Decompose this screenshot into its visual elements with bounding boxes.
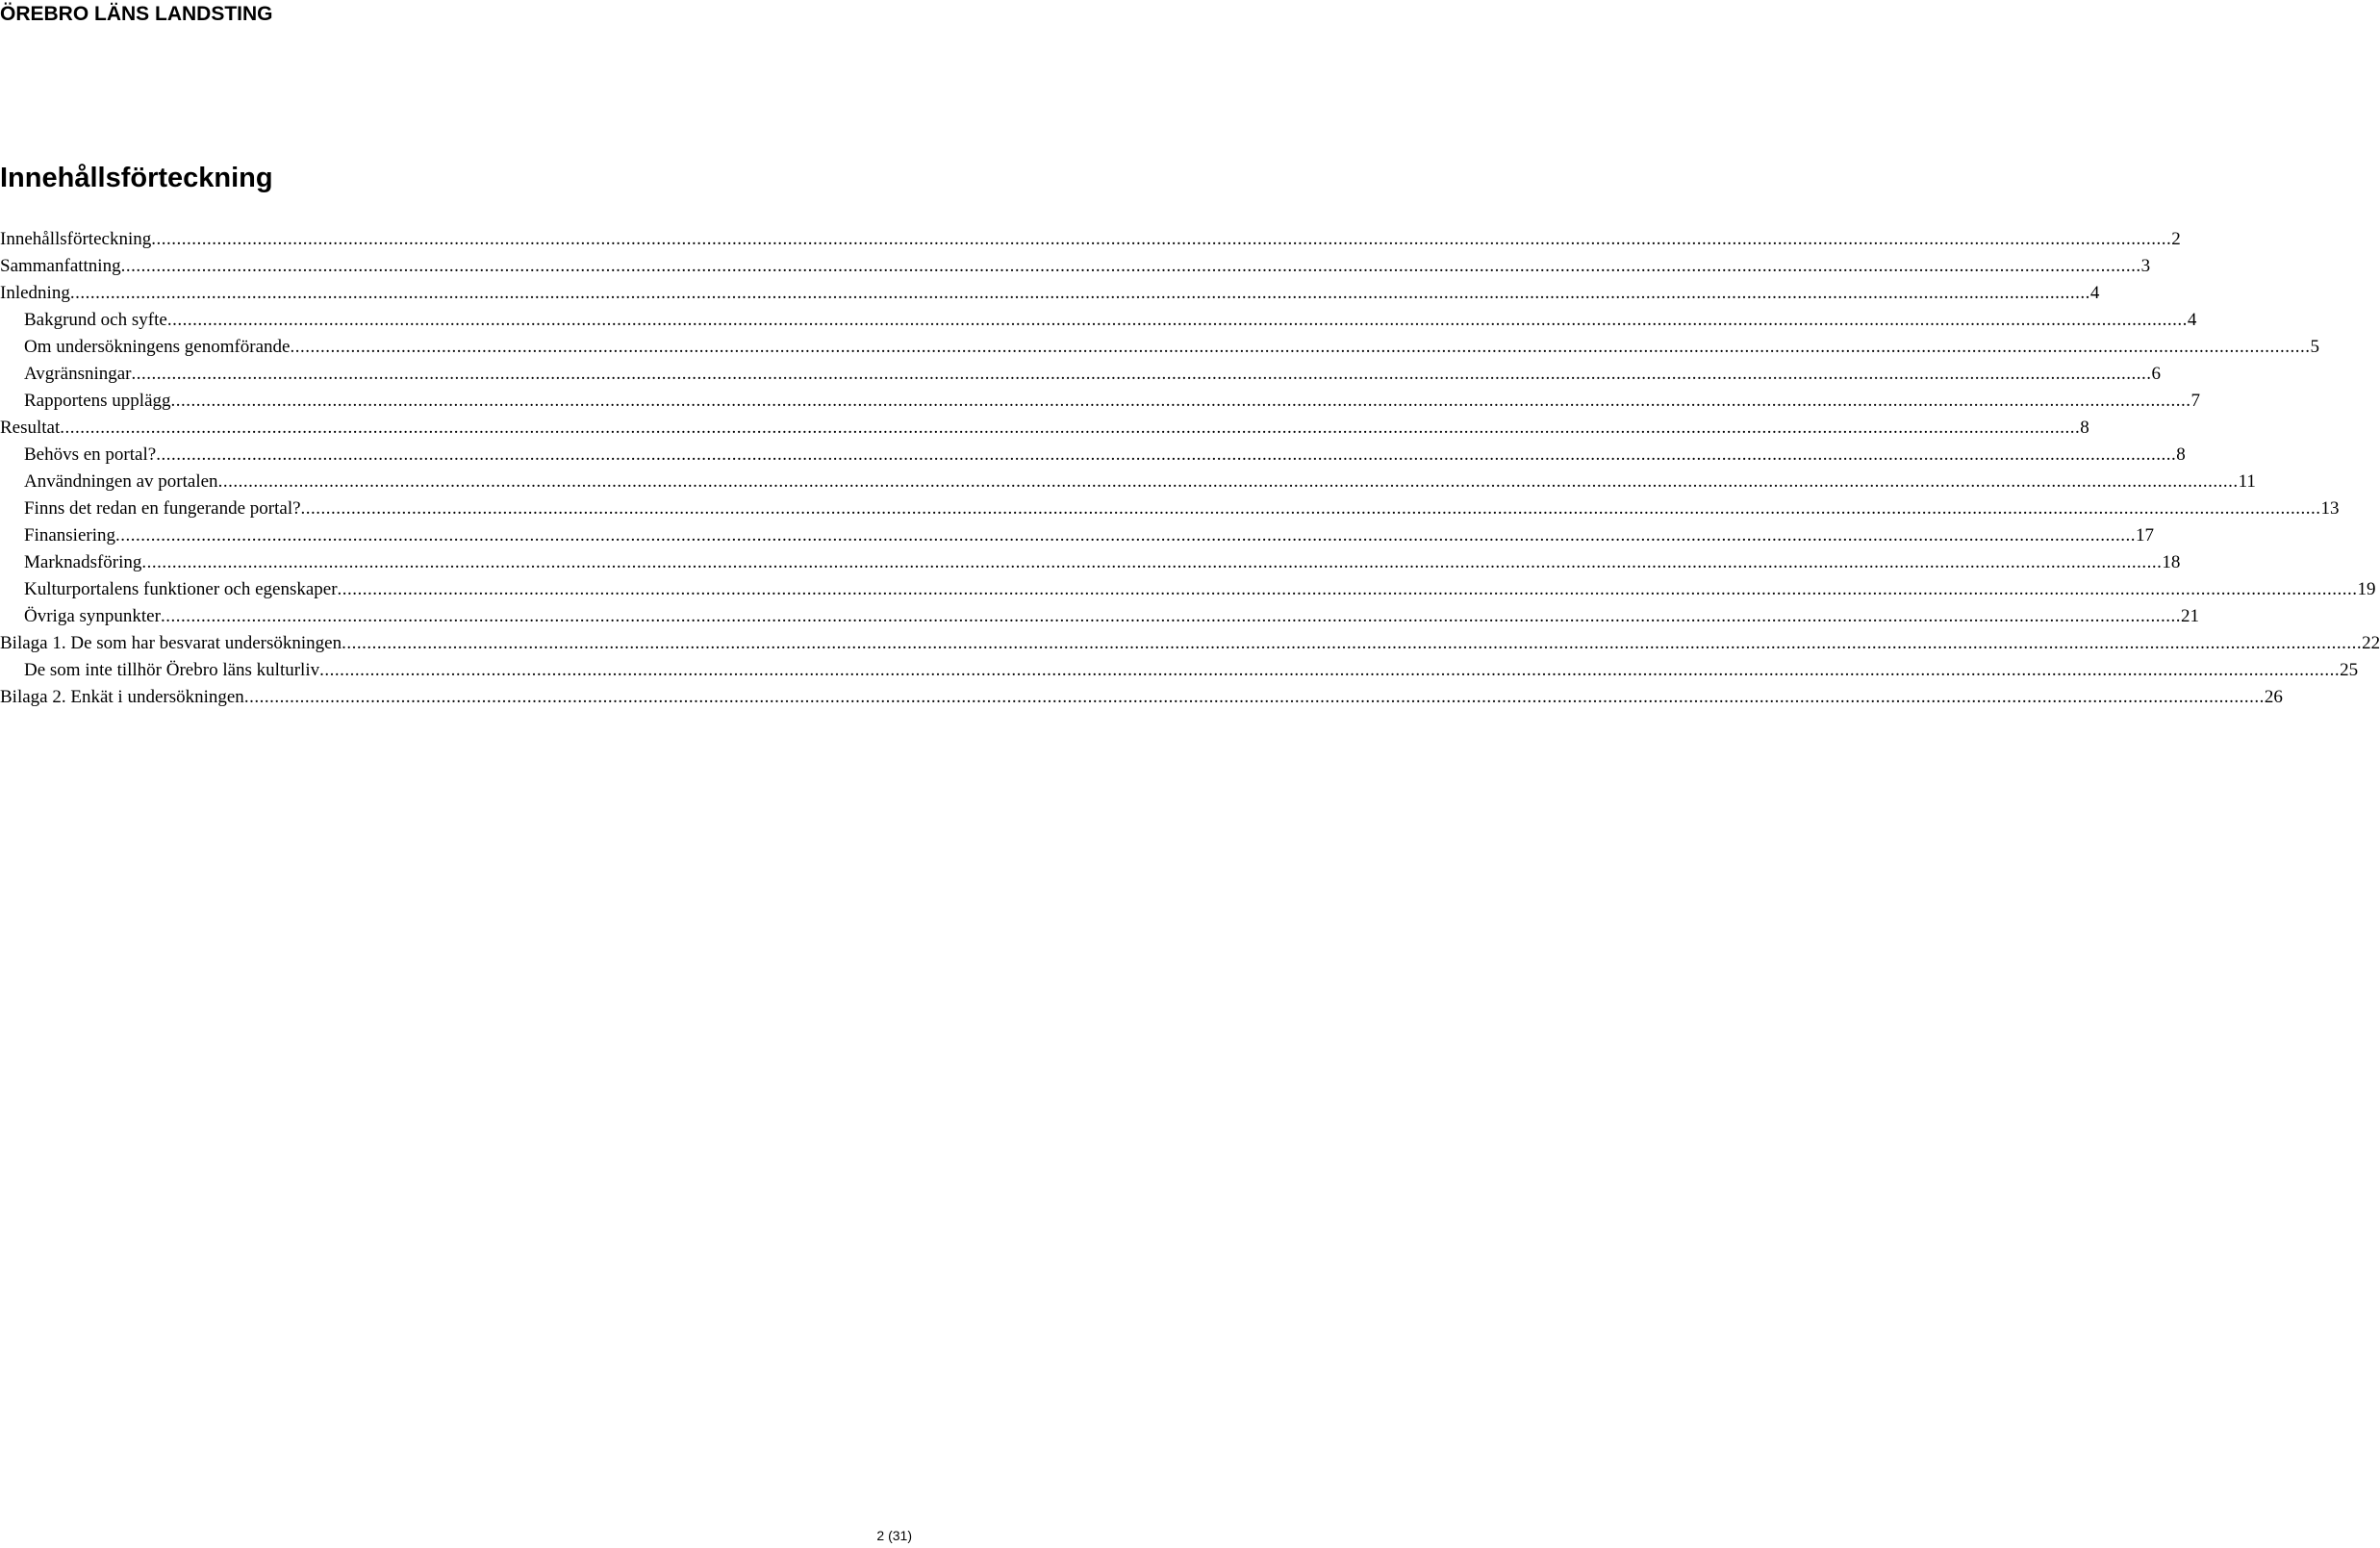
dot-leader: ................................................................................................................................................................................................................................................................................................................................................................................................................ [300, 498, 2321, 519]
toc-entry-title: Användningen av portalen [24, 471, 218, 492]
toc-entry-page-number: 6 [2151, 364, 2162, 384]
toc-entry-title: Marknadsföring [24, 552, 142, 572]
toc-entry[interactable] [0, 657, 2359, 684]
toc-entry-title: Sammanfattning [0, 256, 121, 276]
dot-leader: ................................................................................................................................................................................................................................................................................................................................................................................................................ [60, 418, 2081, 438]
toc-entry[interactable] [0, 576, 2376, 603]
toc-entry-title: Behövs en portal? [24, 444, 157, 465]
toc-entry-page-number: 21 [2180, 606, 2199, 626]
dot-leader: ................................................................................................................................................................................................................................................................................................................................................................................................................ [151, 229, 2172, 249]
toc-entry-page-number: 11 [2238, 471, 2256, 492]
toc-entry[interactable] [0, 388, 2201, 415]
toc-entry[interactable] [0, 361, 2162, 388]
toc-entry-page-number: 3 [2140, 256, 2151, 276]
toc-entry-page-number: 7 [2190, 391, 2201, 411]
toc-entry-title: De som inte tillhör Örebro läns kulturliv [24, 660, 320, 680]
table-of-contents [0, 226, 2380, 711]
toc-entry[interactable] [0, 469, 2256, 495]
toc-entry-page-number: 8 [2176, 444, 2186, 465]
toc-entry[interactable] [0, 415, 2089, 442]
toc-entry-page-number: 25 [2340, 660, 2359, 680]
toc-entry-page-number: 26 [2264, 687, 2283, 707]
toc-entry-title: Finns det redan en fungerande portal? [24, 498, 301, 519]
dot-leader: ................................................................................................................................................................................................................................................................................................................................................................................................................ [120, 256, 2141, 276]
toc-entry-title: Bilaga 2. Enkät i undersökningen [0, 687, 244, 707]
dot-leader: ................................................................................................................................................................................................................................................................................................................................................................................................................ [160, 606, 2181, 626]
toc-entry-title: Innehållsförteckning [0, 229, 152, 249]
toc-entry-title: Resultat [0, 418, 61, 438]
dot-leader: ................................................................................................................................................................................................................................................................................................................................................................................................................ [290, 337, 2311, 357]
toc-entry-title: Om undersökningens genomförande [24, 337, 291, 357]
toc-entry-page-number: 18 [2162, 552, 2181, 572]
toc-entry[interactable] [0, 280, 2100, 307]
dot-leader: ................................................................................................................................................................................................................................................................................................................................................................................................................ [337, 579, 2358, 599]
dot-leader: ................................................................................................................................................................................................................................................................................................................................................................................................................ [166, 310, 2188, 330]
toc-entry-page-number: 13 [2320, 498, 2340, 519]
dot-leader: ................................................................................................................................................................................................................................................................................................................................................................................................................ [217, 471, 2239, 492]
dot-leader: ................................................................................................................................................................................................................................................................................................................................................................................................................ [69, 283, 2090, 303]
toc-entry-title: Övriga synpunkter [24, 606, 161, 626]
toc-entry-page-number: 2 [2171, 229, 2181, 249]
toc-entry-title: Inledning [0, 283, 70, 303]
toc-entry[interactable] [0, 630, 2380, 657]
toc-entry[interactable] [0, 253, 2151, 280]
dot-leader: ................................................................................................................................................................................................................................................................................................................................................................................................................ [131, 364, 2152, 384]
toc-entry-title: Bilaga 1. De som har besvarat undersökningen [0, 633, 342, 653]
toc-entry-page-number: 19 [2357, 579, 2376, 599]
toc-entry[interactable] [0, 522, 2154, 549]
toc-entry-page-number: 22 [2362, 633, 2380, 653]
toc-entry-page-number: 8 [2080, 418, 2089, 438]
toc-entry-title: Bakgrund och syfte [24, 310, 167, 330]
dot-leader: ................................................................................................................................................................................................................................................................................................................................................................................................................ [115, 525, 2136, 546]
toc-entry-title: Avgränsningar [24, 364, 132, 384]
toc-entry[interactable] [0, 307, 2197, 334]
toc-entry[interactable] [0, 226, 2181, 253]
dot-leader: ................................................................................................................................................................................................................................................................................................................................................................................................................ [141, 552, 2163, 572]
toc-entry[interactable] [0, 603, 2199, 630]
page-number: 2 (31) [876, 1528, 912, 1543]
toc-entry[interactable] [0, 334, 2319, 361]
toc-entry-page-number: 4 [2187, 310, 2197, 330]
dot-leader: ................................................................................................................................................................................................................................................................................................................................................................................................................ [243, 687, 2265, 707]
dot-leader: ................................................................................................................................................................................................................................................................................................................................................................................................................ [342, 633, 2363, 653]
toc-entry[interactable] [0, 684, 2283, 711]
toc-entry[interactable] [0, 442, 2186, 469]
dot-leader: ................................................................................................................................................................................................................................................................................................................................................................................................................ [170, 391, 2191, 411]
toc-entry-page-number: 4 [2089, 283, 2100, 303]
toc-heading: Innehållsförteckning [0, 163, 273, 193]
toc-entry-title: Finansiering [24, 525, 115, 546]
organization-header: ÖREBRO LÄNS LANDSTING [0, 3, 273, 25]
toc-entry-page-number: 17 [2136, 525, 2154, 546]
toc-entry-title: Rapportens upplägg [24, 391, 171, 411]
toc-entry-page-number: 5 [2310, 337, 2319, 357]
toc-entry[interactable] [0, 549, 2181, 576]
dot-leader: ................................................................................................................................................................................................................................................................................................................................................................................................................ [319, 660, 2341, 680]
dot-leader: ................................................................................................................................................................................................................................................................................................................................................................................................................ [156, 444, 2177, 465]
toc-entry-title: Kulturportalens funktioner och egenskaper [24, 579, 338, 599]
toc-entry[interactable] [0, 495, 2340, 522]
